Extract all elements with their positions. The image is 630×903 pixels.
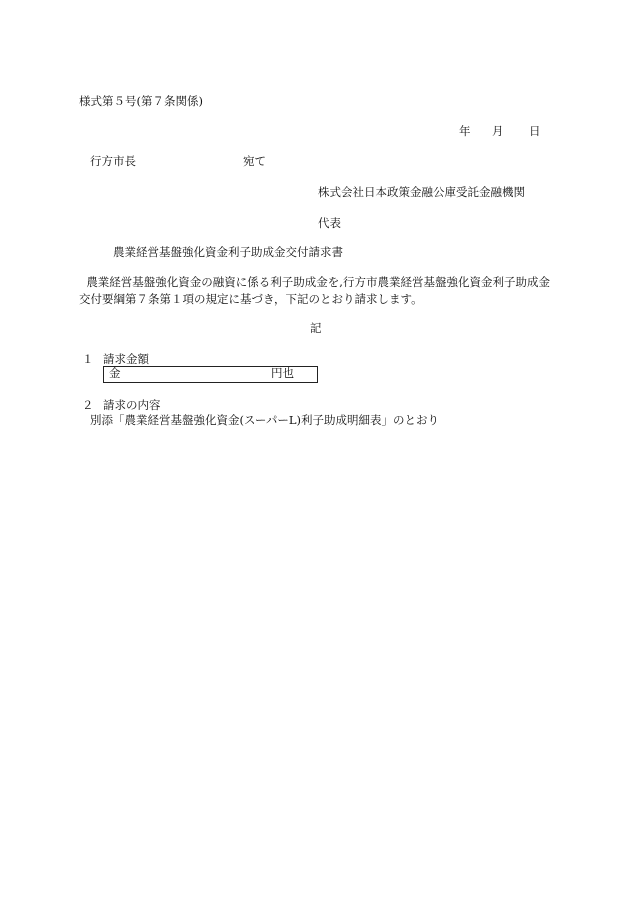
- applicant-representative: 代表: [318, 216, 341, 230]
- request-body-text: [79, 274, 554, 307]
- request-body-content: 農業経営基盤強化資金の融資に係る利子助成金を,行方市農業経営基盤強化資金利子助成金交付要綱第７条第１項の規定に基づき，下記のとおり請求します。: [79, 275, 550, 306]
- item-2-label: 請求の内容: [103, 398, 161, 412]
- date-year-label: 年: [459, 124, 471, 138]
- item-2-number: ２: [82, 398, 94, 412]
- document-title: 農業経営基盤強化資金利子助成金交付請求書: [113, 245, 343, 259]
- addressee-name: 行方市長: [90, 154, 136, 168]
- item-1-label: 請求金額: [103, 352, 149, 366]
- item-2-detail: 別添「農業経営基盤強化資金(スーパーL)利子助成明細表」のとおり: [90, 413, 439, 427]
- applicant-organization: 株式会社日本政策金融公庫受託金融機関: [318, 185, 525, 199]
- addressee-suffix: 宛て: [243, 154, 266, 168]
- amount-suffix: 円也: [271, 366, 294, 380]
- date-month-label: 月: [492, 124, 504, 138]
- item-1-number: １: [82, 352, 94, 366]
- ki-heading: 記: [310, 321, 322, 335]
- date-day-label: 日: [529, 124, 541, 138]
- amount-prefix: 金: [109, 366, 121, 380]
- form-number: 様式第５号(第７条関係): [79, 94, 203, 108]
